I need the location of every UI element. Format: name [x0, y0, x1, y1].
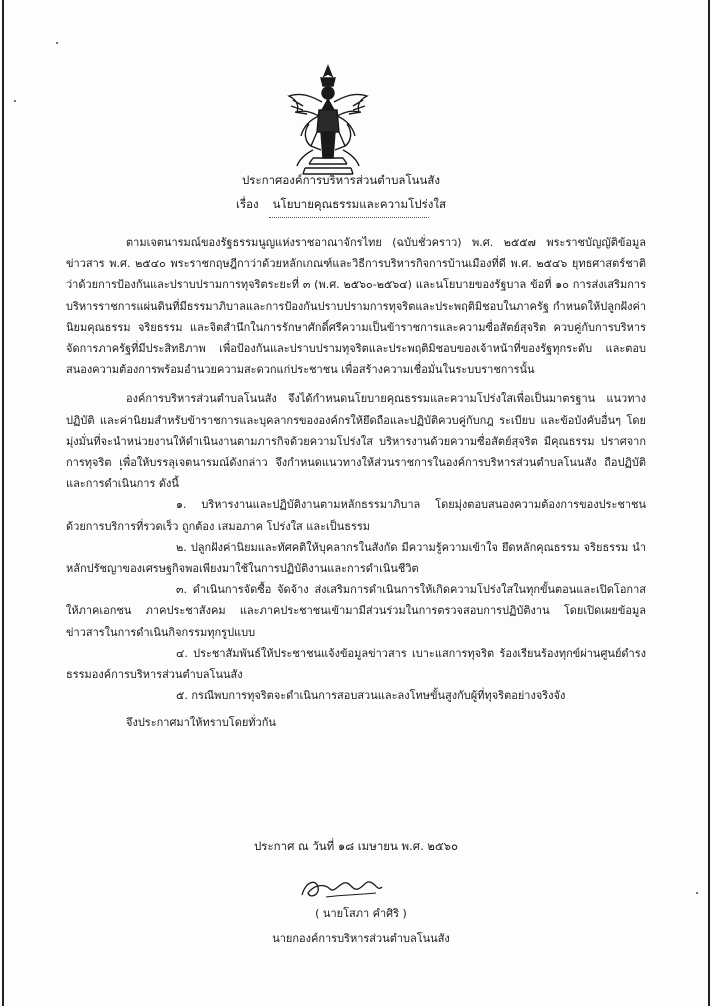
header-divider [269, 217, 429, 218]
announcement-subject-line [0, 196, 697, 214]
handwritten-signature [296, 873, 388, 903]
announcement-date: ประกาศ ณ วันที่ ๑๘ เมษายน พ.ศ. ๒๕๖๐ [254, 839, 458, 853]
closing-statement: จึงประกาศมาให้ทราบโดยทั่วกัน [126, 716, 276, 730]
preamble-paragraph: ตามเจตนารมณ์ของรัฐธรรมนูญแห่งราชอาณาจักรไทย (ฉบับชั่วคราว) พ.ศ. ๒๕๕๗ พระราชบัญญัติข้อมูลข่าวสาร พ.ศ. ๒๕๔๐ พระราชกฤษฎีกาว่าด้วยหลักเกณฑ์และวิธีการบริหารกิจการบ้านเมืองที่ดี พ.ศ. ๒๕๔๖ ยุทธศาสตร์ชาติว่าด้วยการป้องกันและปราบปรามการทุจริตระยะที่ ๓ (พ.ศ. ๒๕๖๐-๒๕๖๔) และนโยบายของรัฐบาล ข้อที่ ๑๐ การส่งเสริมการบริหารราชการแผ่นดินที่มีธรรมาภิบาลและการป้องกันปราบปรามการทุจริตและประพฤติมิชอบในภาครัฐ กำหนดให้ปลูกฝังค่านิยมคุณธรรม จริยธรรม และจิตสำนึกในการรักษาศักดิ์ศรีความเป็นข้าราชการและความซื่อสัตย์สุจริต ควบคู่กับการบริหารจัดการภาครัฐที่มีประสิทธิภาพ เพื่อป้องกันและปราบปรามทุจริตและประพฤติมิชอบของเจ้าหน้าที่ของรัฐทุกระดับ และตอบสนองความต้องการพร้อมอำนวยความสะดวกแก่ประชาชน เพื่อสร้างความเชื่อมั่นในระบบราชการนั้น [66, 236, 646, 377]
policy-paragraph: องค์การบริหารส่วนตำบลโนนสัง จึงได้กำหนดนโยบายคุณธรรมและความโปร่งใสเพื่อเป็นมาตรฐาน แนวทางปฏิบัติ และค่านิยมสำหรับข้าราชการและบุคลากรขององค์กรให้ยึดถือและปฏิบัติควบคู่กับกฎ ระเบียบ และข้อบังคับอื่นๆ โดยมุ่งมั่นที่จะนำหน่วยงานให้ดำเนินงานตามภารกิจด้วยความโปร่งใส บริหารงานด้วยความซื่อสัตย์สุจริต มีคุณธรรม ปราศจากการทุจริต เพื่อให้บรรลุเจตนารมณ์ดังกล่าว จึงกำหนดแนวทางให้ส่วนราชการในองค์การบริหารส่วนตำบลโนนสัง ถือปฏิบัติและการดำเนินการ ดังนี้ [66, 392, 646, 491]
garuda-emblem-icon [283, 62, 373, 180]
signatory-name: ( นายโสภา คำศิริ ) [315, 907, 407, 920]
signatory-position: นายกองค์การบริหารส่วนตำบลโนนสัง [272, 932, 450, 945]
policy-item-3: ๓. ดำเนินการจัดซื้อ จัดจ้าง ส่งเสริมการดำเนินการให้เกิดความโปร่งใสในทุกขั้นตอนและเปิดโอกาสให้ภาคเอกชน ภาคประชาสังคม และภาคประชาชนเข้ามามีส่วนร่วมในการตรวจสอบการปฏิบัติงาน โดยเปิดเผยข้อมูลข่าวสารในการดำเนินกิจกรรมทุกรูปแบบ [66, 583, 646, 639]
subject-title: นโยบายคุณธรรมและความโปร่งใส [272, 197, 446, 211]
scan-speck [696, 892, 698, 894]
policy-item-2: ๒. ปลูกฝังค่านิยมและทัศคติให้บุคลากรในสังกัด มีความรู้ความเข้าใจ ยึดหลักคุณธรรม จริยธรรม นำหลักปรัชญาของเศรษฐกิจพอเพียงมาใช้ในการปฏิบัติงานและการดำเนินชีวิต [66, 540, 646, 576]
scan-speck [14, 100, 16, 102]
announcement-organization: ประกาศองค์การบริหารส่วนตำบลโนนสัง [241, 173, 441, 187]
subject-label: เรื่อง [236, 197, 259, 211]
scan-speck [56, 42, 58, 44]
policy-item-4: ๔. ประชาสัมพันธ์ให้ประชาชนแจ้งข้อมูลข่าวสาร เบาะแสการทุจริต ร้องเรียนร้องทุกข์ผ่านศูนย์ดำรงธรรมองค์การบริหารส่วนตำบลโนนสัง [66, 646, 646, 682]
policy-item-1: ๑. บริหารงานและปฏิบัติงานตามหลักธรรมาภิบาล โดยมุ่งตอบสนองความต้องการของประชาชน ด้วยการบริการที่รวดเร็ว ถูกต้อง เสมอภาค โปร่งใส และเป็นธรรม [66, 498, 646, 533]
announcement-body [66, 232, 646, 734]
policy-item-5: ๕. กรณีพบการทุจริตจะดำเนินการสอบสวนและลงโทษขั้นสูงกับผู้ที่ทุจริตอย่างจริงจัง [176, 689, 566, 703]
